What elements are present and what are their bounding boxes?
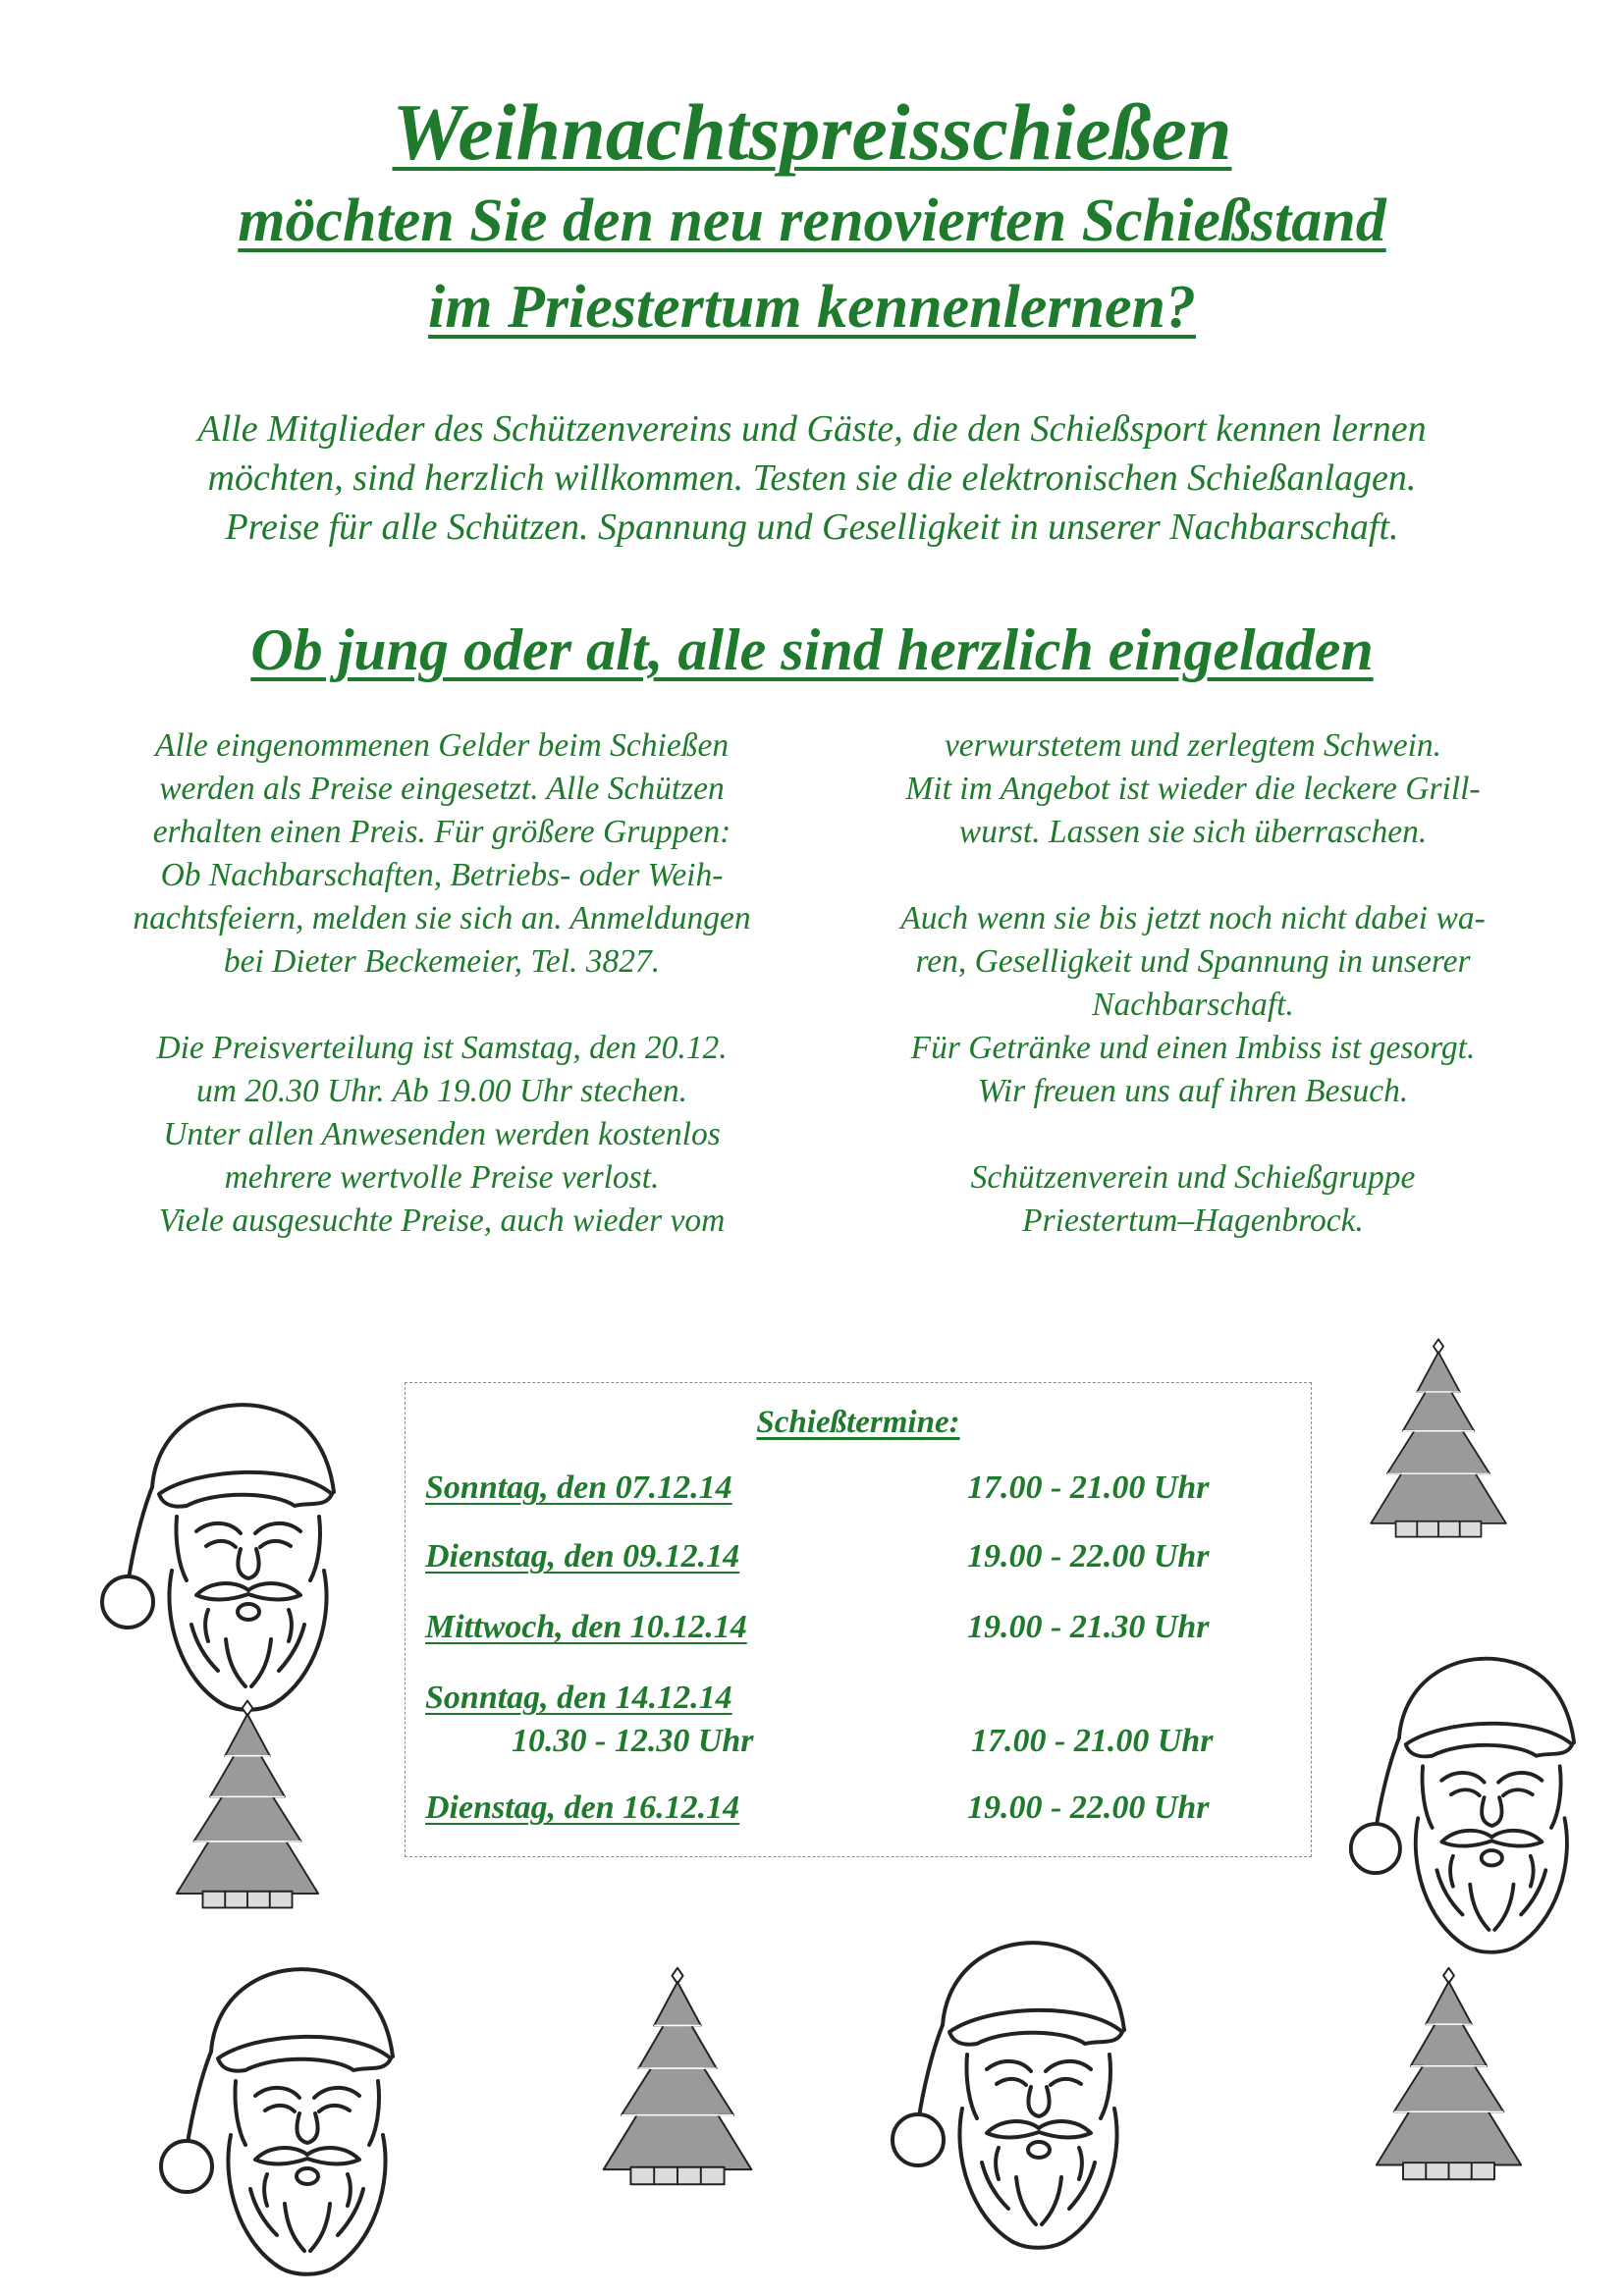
christmas-tree-icon [169,1696,326,1912]
text-line: Viele ausgesuchte Preise, auch wieder vom [158,1202,726,1239]
schedule-day: Dienstag, den 16.12.14 [425,1789,740,1826]
text-line: nachtsfeiern, melden sie sich an. Anmeldungen [133,900,751,936]
schedule-title: Schießtermine: [756,1405,960,1440]
schedule-day: Sonntag, den 14.12.14 [425,1680,732,1716]
text-line: Unter allen Anwesenden werden kostenlos [163,1116,721,1152]
right-column [820,724,1566,1243]
christmas-tree-icon [1365,1335,1512,1541]
santa-icon [889,1922,1154,2256]
intro-paragraph [59,404,1565,552]
schedule-time: 19.00 - 21.30 Uhr [967,1609,1210,1645]
text-line: Mit im Angebot ist wieder die leckere Grill- [905,771,1481,807]
subtitle-line-1: möchten Sie den neu renovierten Schießstand [238,187,1386,254]
schedule-time: 17.00 - 21.00 Uhr [967,1469,1210,1506]
schedule-day: Sonntag, den 07.12.14 [425,1469,732,1506]
left-column [69,724,815,1243]
schedule-time: 19.00 - 22.00 Uhr [967,1789,1210,1826]
text-line: wurst. Lassen sie sich überraschen. [958,814,1428,850]
schedule-time: 19.00 - 22.00 Uhr [967,1538,1210,1575]
invitation-heading: Ob jung oder alt, alle sind herzlich eingeladen [250,617,1374,682]
schedule-box [405,1382,1312,1857]
text-line: Ob Nachbarschaften, Betriebs- oder Weih- [160,857,724,893]
christmas-tree-icon [1373,1963,1525,2184]
schedule-day: Dienstag, den 09.12.14 [425,1538,740,1575]
intro-line: möchten, sind herzlich willkommen. Testen sie die elektronischen Schießanlagen. [207,457,1417,499]
signature-line: Schützenverein und Schießgruppe [970,1159,1416,1196]
schedule-extra-time: 10.30 - 12.30 Uhr [512,1723,754,1759]
text-line: verwurstetem und zerlegtem Schwein. [944,727,1442,764]
santa-icon [157,1949,422,2282]
santa-icon [98,1384,363,1718]
intro-line: Preise für alle Schützen. Spannung und Geselligkeit in unserer Nachbarschaft. [225,507,1399,548]
text-line: mehrere wertvolle Preise verlost. [224,1159,660,1196]
text-line: werden als Preise eingesetzt. Alle Schützen [159,771,725,807]
schedule-day: Mittwoch, den 10.12.14 [425,1609,747,1645]
text-line: bei Dieter Beckemeier, Tel. 3827. [223,943,661,980]
intro-line: Alle Mitglieder des Schützenvereins und Gäste, die den Schießsport kennen lernen [197,408,1427,450]
text-line: Alle eingenommenen Gelder beim Schießen [154,727,730,764]
main-title: Weihnachtspreisschießen [392,87,1232,177]
text-line: um 20.30 Uhr. Ab 19.00 Uhr stechen. [196,1073,687,1109]
text-line: Für Getränke und einen Imbiss ist gesorgt. [910,1030,1476,1066]
schedule-time: 17.00 - 21.00 Uhr [971,1723,1214,1759]
text-line: Wir freuen uns auf ihren Besuch. [977,1073,1409,1109]
text-line: erhalten einen Preis. Für größere Gruppen: [152,814,731,850]
text-line: Nachbarschaft. [1092,987,1294,1023]
text-line: Die Preisverteilung ist Samstag, den 20.12. [156,1030,728,1066]
signature-line: Priestertum–Hagenbrock. [1022,1202,1364,1239]
text-line: Auch wenn sie bis jetzt noch nicht dabei wa- [900,900,1486,936]
text-line: ren, Geselligkeit und Spannung in unserer [915,943,1471,980]
christmas-tree-icon [599,1963,756,2189]
subtitle-line-2: im Priestertum kennenlernen? [428,274,1196,341]
santa-icon [1347,1637,1602,1961]
